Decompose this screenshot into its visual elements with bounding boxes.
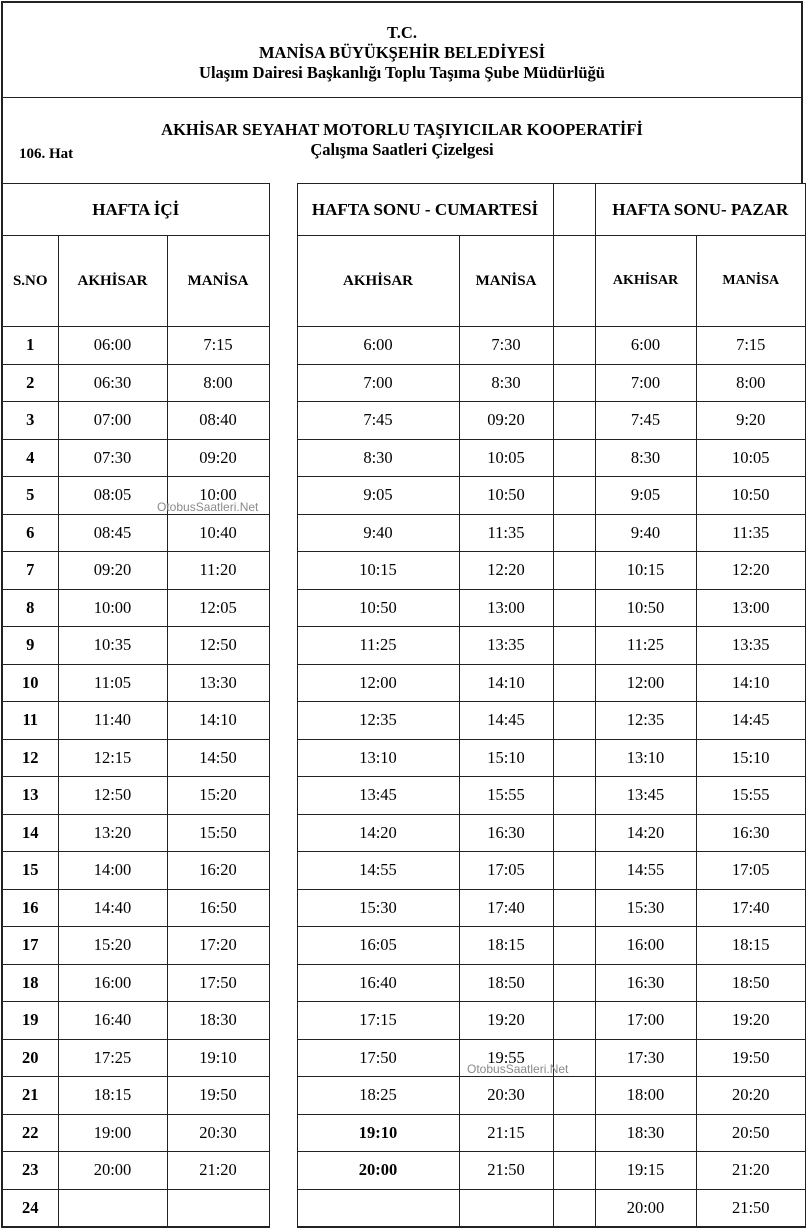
saturday-akhisar-time: 9:40 xyxy=(297,514,459,552)
spacer-column xyxy=(269,1039,297,1077)
sunday-akhisar-time: 13:45 xyxy=(595,777,696,815)
header-line-department: Ulaşım Dairesi Başkanlığı Toplu Taşıma Şube Müdürlüğü xyxy=(199,63,605,82)
row-number: 18 xyxy=(2,964,58,1002)
sunday-akhisar-time: 12:35 xyxy=(595,702,696,740)
sunday-manisa-time: 11:35 xyxy=(696,514,806,552)
spacer-column xyxy=(553,236,595,327)
spacer-column xyxy=(553,964,595,1002)
spacer-column xyxy=(269,1002,297,1040)
weekday-akhisar-time: 16:00 xyxy=(58,964,167,1002)
weekday-manisa-time: 19:10 xyxy=(167,1039,269,1077)
spacer-column xyxy=(269,964,297,1002)
saturday-akhisar-time: 16:40 xyxy=(297,964,459,1002)
weekday-manisa-time: 14:10 xyxy=(167,702,269,740)
sunday-akhisar-time: 18:00 xyxy=(595,1077,696,1115)
saturday-manisa-time: 15:10 xyxy=(459,739,553,777)
weekday-akhisar-time: 16:40 xyxy=(58,1002,167,1040)
sunday-akhisar-time: 11:25 xyxy=(595,627,696,665)
weekday-akhisar-time: 07:00 xyxy=(58,402,167,440)
row-number: 9 xyxy=(2,627,58,665)
sunday-akhisar-time: 16:30 xyxy=(595,964,696,1002)
saturday-manisa-time: 13:35 xyxy=(459,627,553,665)
table-row xyxy=(2,702,806,740)
saturday-manisa-time: 09:20 xyxy=(459,402,553,440)
table-row xyxy=(2,1002,806,1040)
sunday-akhisar-time: 17:00 xyxy=(595,1002,696,1040)
row-number: 2 xyxy=(2,364,58,402)
sunday-akhisar-time: 9:05 xyxy=(595,477,696,515)
saturday-akhisar-time: 11:25 xyxy=(297,627,459,665)
watermark: OtobusSaatleri.Net xyxy=(467,1062,569,1076)
spacer-column xyxy=(269,1189,297,1227)
table-row xyxy=(2,1189,806,1227)
spacer-column xyxy=(553,702,595,740)
sunday-akhisar-time: 6:00 xyxy=(595,327,696,365)
sunday-akhisar-time: 15:30 xyxy=(595,889,696,927)
spacer-column xyxy=(269,889,297,927)
col-weekday-akhisar: AKHİSAR xyxy=(58,236,167,327)
group-saturday: HAFTA SONU - CUMARTESİ xyxy=(297,184,553,236)
group-weekday: HAFTA İÇİ xyxy=(2,184,269,236)
spacer-column xyxy=(553,927,595,965)
saturday-manisa-time: 14:10 xyxy=(459,664,553,702)
table-row xyxy=(2,552,806,590)
spacer-column xyxy=(553,814,595,852)
sunday-akhisar-time: 20:00 xyxy=(595,1189,696,1227)
weekday-manisa-time: 8:00 xyxy=(167,364,269,402)
weekday-manisa-time: 17:20 xyxy=(167,927,269,965)
saturday-akhisar-time: 6:00 xyxy=(297,327,459,365)
row-number: 11 xyxy=(2,702,58,740)
sunday-manisa-time: 10:50 xyxy=(696,477,806,515)
spacer-column xyxy=(269,627,297,665)
row-number: 13 xyxy=(2,777,58,815)
col-saturday-manisa: MANİSA xyxy=(459,236,553,327)
spacer-column xyxy=(553,1077,595,1115)
row-number: 1 xyxy=(2,327,58,365)
sunday-manisa-time: 12:20 xyxy=(696,552,806,590)
table-row xyxy=(2,439,806,477)
weekday-akhisar-time: 14:40 xyxy=(58,889,167,927)
sunday-akhisar-time: 7:00 xyxy=(595,364,696,402)
saturday-akhisar-time: 8:30 xyxy=(297,439,459,477)
sunday-manisa-time: 13:35 xyxy=(696,627,806,665)
spacer-column xyxy=(269,364,297,402)
weekday-akhisar-time: 07:30 xyxy=(58,439,167,477)
saturday-manisa-time: 15:55 xyxy=(459,777,553,815)
weekday-manisa-time: 16:20 xyxy=(167,852,269,890)
weekday-akhisar-time: 15:20 xyxy=(58,927,167,965)
col-sunday-akhisar: AKHİSAR xyxy=(595,236,696,327)
weekday-manisa-time: 15:20 xyxy=(167,777,269,815)
weekday-manisa-time xyxy=(167,1189,269,1227)
weekday-akhisar-time: 08:05 xyxy=(58,477,167,515)
sunday-manisa-time: 20:20 xyxy=(696,1077,806,1115)
table-row xyxy=(2,1114,806,1152)
sunday-manisa-time: 20:50 xyxy=(696,1114,806,1152)
table-row xyxy=(2,664,806,702)
table-row xyxy=(2,627,806,665)
saturday-manisa-time: 19:55 xyxy=(459,1039,553,1077)
weekday-akhisar-time: 10:35 xyxy=(58,627,167,665)
saturday-manisa-time: 14:45 xyxy=(459,702,553,740)
spacer-column xyxy=(269,552,297,590)
row-number: 15 xyxy=(2,852,58,890)
spacer-column xyxy=(553,364,595,402)
spacer-column xyxy=(269,702,297,740)
weekday-manisa-time: 10:40 xyxy=(167,514,269,552)
row-number: 21 xyxy=(2,1077,58,1115)
row-number: 4 xyxy=(2,439,58,477)
weekday-akhisar-time: 09:20 xyxy=(58,552,167,590)
spacer-column xyxy=(269,439,297,477)
weekday-akhisar-time: 11:05 xyxy=(58,664,167,702)
saturday-akhisar-time xyxy=(297,1189,459,1227)
spacer-column xyxy=(269,1152,297,1190)
weekday-manisa-time: 20:30 xyxy=(167,1114,269,1152)
weekday-akhisar-time: 17:25 xyxy=(58,1039,167,1077)
operator-header xyxy=(1,98,803,184)
saturday-manisa-time: 20:30 xyxy=(459,1077,553,1115)
saturday-manisa-time: 18:50 xyxy=(459,964,553,1002)
saturday-akhisar-time: 13:45 xyxy=(297,777,459,815)
spacer-column xyxy=(553,1189,595,1227)
weekday-akhisar-time: 19:00 xyxy=(58,1114,167,1152)
spacer-column xyxy=(269,1114,297,1152)
weekday-akhisar-time: 20:00 xyxy=(58,1152,167,1190)
saturday-akhisar-time: 12:00 xyxy=(297,664,459,702)
sunday-manisa-time: 15:55 xyxy=(696,777,806,815)
sunday-manisa-time: 13:00 xyxy=(696,589,806,627)
saturday-akhisar-time: 18:25 xyxy=(297,1077,459,1115)
spacer-column xyxy=(269,852,297,890)
operator-name: AKHİSAR SEYAHAT MOTORLU TAŞIYICILAR KOOPERATİFİ xyxy=(161,120,643,139)
weekday-akhisar-time: 18:15 xyxy=(58,1077,167,1115)
saturday-manisa-time: 18:15 xyxy=(459,927,553,965)
row-number: 14 xyxy=(2,814,58,852)
table-row xyxy=(2,514,806,552)
saturday-manisa-time: 16:30 xyxy=(459,814,553,852)
sunday-manisa-time: 14:10 xyxy=(696,664,806,702)
saturday-manisa-time: 10:05 xyxy=(459,439,553,477)
sunday-manisa-time: 15:10 xyxy=(696,739,806,777)
weekday-manisa-time: 7:15 xyxy=(167,327,269,365)
sunday-manisa-time: 10:05 xyxy=(696,439,806,477)
row-number: 19 xyxy=(2,1002,58,1040)
row-number: 16 xyxy=(2,889,58,927)
col-saturday-akhisar: AKHİSAR xyxy=(297,236,459,327)
spacer-column xyxy=(553,514,595,552)
saturday-akhisar-time: 9:05 xyxy=(297,477,459,515)
spacer-column xyxy=(553,627,595,665)
weekday-manisa-time: 19:50 xyxy=(167,1077,269,1115)
row-number: 3 xyxy=(2,402,58,440)
spacer-column xyxy=(553,664,595,702)
sunday-akhisar-time: 17:30 xyxy=(595,1039,696,1077)
header-line-tc: T.C. xyxy=(387,23,417,42)
weekday-akhisar-time: 12:50 xyxy=(58,777,167,815)
sunday-manisa-time: 16:30 xyxy=(696,814,806,852)
weekday-akhisar-time: 14:00 xyxy=(58,852,167,890)
header-line-municipality: MANİSA BÜYÜKŞEHİR BELEDİYESİ xyxy=(258,43,546,62)
saturday-akhisar-time: 13:10 xyxy=(297,739,459,777)
saturday-manisa-time: 10:50 xyxy=(459,477,553,515)
row-number: 7 xyxy=(2,552,58,590)
spacer-column xyxy=(553,439,595,477)
sunday-akhisar-time: 10:50 xyxy=(595,589,696,627)
table-row xyxy=(2,1039,806,1077)
col-weekday-manisa: MANİSA xyxy=(167,236,269,327)
weekday-manisa-time: 17:50 xyxy=(167,964,269,1002)
saturday-akhisar-time: 10:50 xyxy=(297,589,459,627)
spacer-column xyxy=(553,739,595,777)
saturday-manisa-time xyxy=(459,1189,553,1227)
row-number: 24 xyxy=(2,1189,58,1227)
sunday-manisa-time: 19:20 xyxy=(696,1002,806,1040)
saturday-akhisar-time: 19:10 xyxy=(297,1114,459,1152)
weekday-akhisar-time: 06:30 xyxy=(58,364,167,402)
spacer-column xyxy=(553,552,595,590)
sunday-manisa-time: 8:00 xyxy=(696,364,806,402)
row-number: 5 xyxy=(2,477,58,515)
spacer-column xyxy=(269,327,297,365)
table-row xyxy=(2,739,806,777)
sunday-manisa-time: 21:50 xyxy=(696,1189,806,1227)
spacer-column xyxy=(269,184,297,236)
sunday-akhisar-time: 14:55 xyxy=(595,852,696,890)
saturday-akhisar-time: 7:45 xyxy=(297,402,459,440)
weekday-manisa-time: 10:00 xyxy=(167,477,269,515)
sunday-akhisar-time: 18:30 xyxy=(595,1114,696,1152)
spacer-column xyxy=(269,664,297,702)
sunday-manisa-time: 21:20 xyxy=(696,1152,806,1190)
weekday-manisa-time: 16:50 xyxy=(167,889,269,927)
weekday-manisa-time: 13:30 xyxy=(167,664,269,702)
spacer-column xyxy=(553,1002,595,1040)
saturday-manisa-time: 8:30 xyxy=(459,364,553,402)
table-row xyxy=(2,402,806,440)
spacer-column xyxy=(553,327,595,365)
weekday-akhisar-time: 10:00 xyxy=(58,589,167,627)
saturday-akhisar-time: 17:50 xyxy=(297,1039,459,1077)
weekday-akhisar-time: 13:20 xyxy=(58,814,167,852)
saturday-akhisar-time: 14:55 xyxy=(297,852,459,890)
spacer-column xyxy=(553,889,595,927)
col-sunday-manisa: MANİSA xyxy=(696,236,806,327)
sunday-manisa-time: 18:15 xyxy=(696,927,806,965)
weekday-manisa-time: 09:20 xyxy=(167,439,269,477)
sunday-manisa-time: 17:40 xyxy=(696,889,806,927)
spacer-column xyxy=(553,589,595,627)
sunday-manisa-time: 17:05 xyxy=(696,852,806,890)
spacer-column xyxy=(269,814,297,852)
schedule-title: Çalışma Saatleri Çizelgesi xyxy=(310,140,494,159)
spacer-column xyxy=(269,777,297,815)
saturday-manisa-time: 17:05 xyxy=(459,852,553,890)
weekday-manisa-time: 15:50 xyxy=(167,814,269,852)
spacer-column xyxy=(553,402,595,440)
table-row xyxy=(2,364,806,402)
table-row xyxy=(2,1152,806,1190)
saturday-akhisar-time: 10:15 xyxy=(297,552,459,590)
sunday-manisa-time: 18:50 xyxy=(696,964,806,1002)
weekday-akhisar-time: 11:40 xyxy=(58,702,167,740)
spacer-column xyxy=(553,852,595,890)
spacer-column xyxy=(269,927,297,965)
row-number: 8 xyxy=(2,589,58,627)
weekday-akhisar-time: 12:15 xyxy=(58,739,167,777)
spacer-column xyxy=(269,589,297,627)
sunday-akhisar-time: 8:30 xyxy=(595,439,696,477)
spacer-column xyxy=(269,1077,297,1115)
sunday-akhisar-time: 9:40 xyxy=(595,514,696,552)
sunday-akhisar-time: 16:00 xyxy=(595,927,696,965)
group-sunday: HAFTA SONU- PAZAR xyxy=(595,184,806,236)
table-row xyxy=(2,777,806,815)
sunday-manisa-time: 7:15 xyxy=(696,327,806,365)
table-row xyxy=(2,852,806,890)
spacer-column xyxy=(269,477,297,515)
row-number: 20 xyxy=(2,1039,58,1077)
table-row xyxy=(2,964,806,1002)
table-row xyxy=(2,814,806,852)
saturday-manisa-time: 12:20 xyxy=(459,552,553,590)
weekday-akhisar-time xyxy=(58,1189,167,1227)
weekday-akhisar-time: 08:45 xyxy=(58,514,167,552)
spacer-column xyxy=(269,402,297,440)
table-row xyxy=(2,327,806,365)
spacer-column xyxy=(553,477,595,515)
row-number: 17 xyxy=(2,927,58,965)
row-number: 22 xyxy=(2,1114,58,1152)
institution-header xyxy=(1,1,803,98)
spacer-column xyxy=(269,236,297,327)
saturday-akhisar-time: 7:00 xyxy=(297,364,459,402)
table-row xyxy=(2,589,806,627)
spacer-column xyxy=(553,1114,595,1152)
spacer-column xyxy=(553,184,595,236)
sunday-akhisar-time: 13:10 xyxy=(595,739,696,777)
group-header-row xyxy=(2,184,806,236)
sunday-akhisar-time: 12:00 xyxy=(595,664,696,702)
sunday-manisa-time: 9:20 xyxy=(696,402,806,440)
saturday-manisa-time: 19:20 xyxy=(459,1002,553,1040)
saturday-manisa-time: 17:40 xyxy=(459,889,553,927)
weekday-manisa-time: 12:50 xyxy=(167,627,269,665)
saturday-manisa-time: 7:30 xyxy=(459,327,553,365)
saturday-akhisar-time: 15:30 xyxy=(297,889,459,927)
row-number: 10 xyxy=(2,664,58,702)
sunday-akhisar-time: 10:15 xyxy=(595,552,696,590)
saturday-manisa-time: 21:50 xyxy=(459,1152,553,1190)
watermark: OtobusSaatleri.Net xyxy=(157,500,259,514)
saturday-manisa-time: 11:35 xyxy=(459,514,553,552)
schedule-table xyxy=(1,183,806,1228)
sunday-akhisar-time: 14:20 xyxy=(595,814,696,852)
saturday-akhisar-time: 12:35 xyxy=(297,702,459,740)
weekday-manisa-time: 18:30 xyxy=(167,1002,269,1040)
spacer-column xyxy=(553,1039,595,1077)
row-number: 6 xyxy=(2,514,58,552)
spacer-column xyxy=(269,514,297,552)
column-header-row xyxy=(2,236,806,327)
saturday-akhisar-time: 20:00 xyxy=(297,1152,459,1190)
row-number: 12 xyxy=(2,739,58,777)
table-row xyxy=(2,889,806,927)
spacer-column xyxy=(553,777,595,815)
table-row xyxy=(2,1077,806,1115)
weekday-akhisar-time: 06:00 xyxy=(58,327,167,365)
col-sno: S.NO xyxy=(2,236,58,327)
weekday-manisa-time: 08:40 xyxy=(167,402,269,440)
spacer-column xyxy=(269,739,297,777)
weekday-manisa-time: 12:05 xyxy=(167,589,269,627)
sunday-manisa-time: 19:50 xyxy=(696,1039,806,1077)
table-row xyxy=(2,927,806,965)
sunday-manisa-time: 14:45 xyxy=(696,702,806,740)
saturday-akhisar-time: 14:20 xyxy=(297,814,459,852)
saturday-manisa-time: 21:15 xyxy=(459,1114,553,1152)
weekday-manisa-time: 14:50 xyxy=(167,739,269,777)
table-row xyxy=(2,477,806,515)
saturday-akhisar-time: 17:15 xyxy=(297,1002,459,1040)
weekday-manisa-time: 11:20 xyxy=(167,552,269,590)
saturday-manisa-time: 13:00 xyxy=(459,589,553,627)
saturday-akhisar-time: 16:05 xyxy=(297,927,459,965)
spacer-column xyxy=(553,1152,595,1190)
weekday-manisa-time: 21:20 xyxy=(167,1152,269,1190)
row-number: 23 xyxy=(2,1152,58,1190)
sunday-akhisar-time: 19:15 xyxy=(595,1152,696,1190)
sunday-akhisar-time: 7:45 xyxy=(595,402,696,440)
route-number: 106. Hat xyxy=(19,146,74,162)
